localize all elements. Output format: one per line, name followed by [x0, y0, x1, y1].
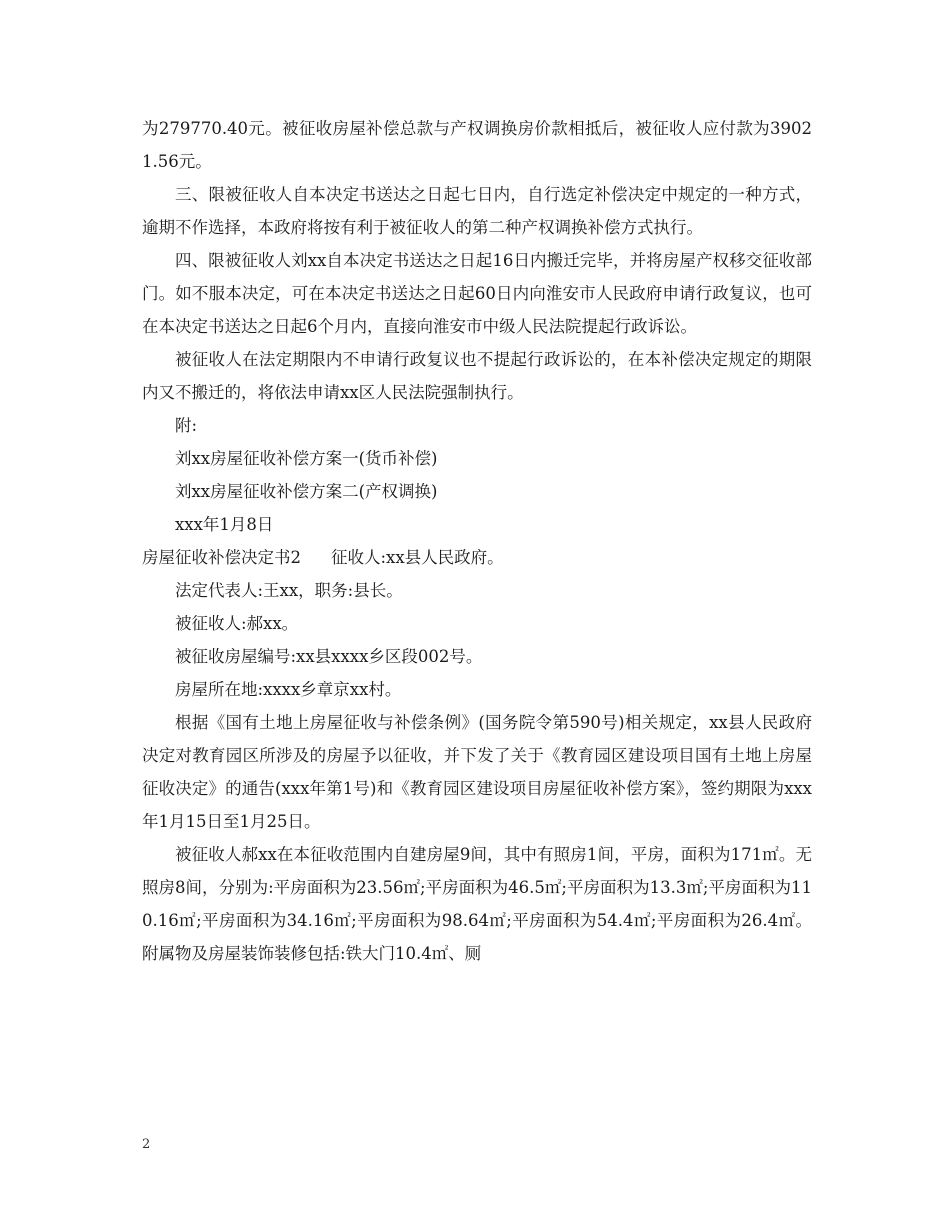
legal-representative: 法定代表人:王xx，职务:县长。	[175, 581, 403, 600]
expropriated-person: 被征收人:郝xx。	[175, 614, 299, 633]
collector-line: 征收人:xx县人民政府。	[331, 548, 504, 567]
paragraph-house-details: 被征收人郝xx在本征收范围内自建房屋9间，其中有照房1间，平房，面积为171㎡。无照房8间，分别为:平房面积为23.56㎡;平房面积为46.5㎡;平房面积为13.3㎡;平房面积为110.16㎡;平房面积为34.16㎡;平房面积为98.64㎡;平房面积为54.4㎡;平房面积为26.4㎡。附属物及房屋装饰装修包括:铁大门10.4㎡、厕	[142, 845, 812, 963]
section-title: 房屋征收补偿决定书2	[142, 548, 301, 567]
house-number: 被征收房屋编号:xx县xxxx乡区段002号。	[175, 647, 483, 666]
page-number: 2	[142, 1137, 151, 1152]
paragraph-item-four: 四、限被征收人刘xx自本决定书送达之日起16日内搬迁完毕，并将房屋产权移交征收部门。如不服本决定，可在本决定书送达之日起60日内向淮安市人民政府申请行政复议，也可在本决定书送达之日起6个月内，直接向淮安市中级人民法院提起行政诉讼。	[142, 251, 812, 336]
house-location: 房屋所在地:xxxx乡章京xx村。	[175, 680, 402, 699]
paragraph-payment: 为279770.40元。被征收房屋补偿总款与产权调换房价款相抵后，被征收人应付款为39021.56元。	[142, 119, 812, 171]
document-date: xxx年1月8日	[175, 515, 274, 534]
paragraph-item-three: 三、限被征收人自本决定书送达之日起七日内，自行选定补偿决定中规定的一种方式，逾期不作选择，本政府将按有利于被征收人的第二种产权调换补偿方式执行。	[142, 185, 812, 237]
document-body	[142, 112, 812, 970]
section-title-row	[142, 541, 812, 574]
attachment-item-1: 刘xx房屋征收补偿方案一(货币补偿)	[175, 449, 438, 468]
paragraph-legal-basis: 根据《国有土地上房屋征收与补偿条例》(国务院令第590号)相关规定，xx县人民政府决定对教育园区所涉及的房屋予以征收，并下发了关于《教育园区建设项目国有土地上房屋征收决定》的通告(xxx年第1号)和《教育园区建设项目房屋征收补偿方案》，签约期限为xxx年1月15日至1月25日。	[142, 713, 812, 831]
attachment-label: 附:	[175, 416, 198, 435]
paragraph-enforcement: 被征收人在法定期限内不申请行政复议也不提起行政诉讼的，在本补偿决定规定的期限内又不搬迁的，将依法申请xx区人民法院强制执行。	[142, 350, 812, 402]
attachment-item-2: 刘xx房屋征收补偿方案二(产权调换)	[175, 482, 438, 501]
